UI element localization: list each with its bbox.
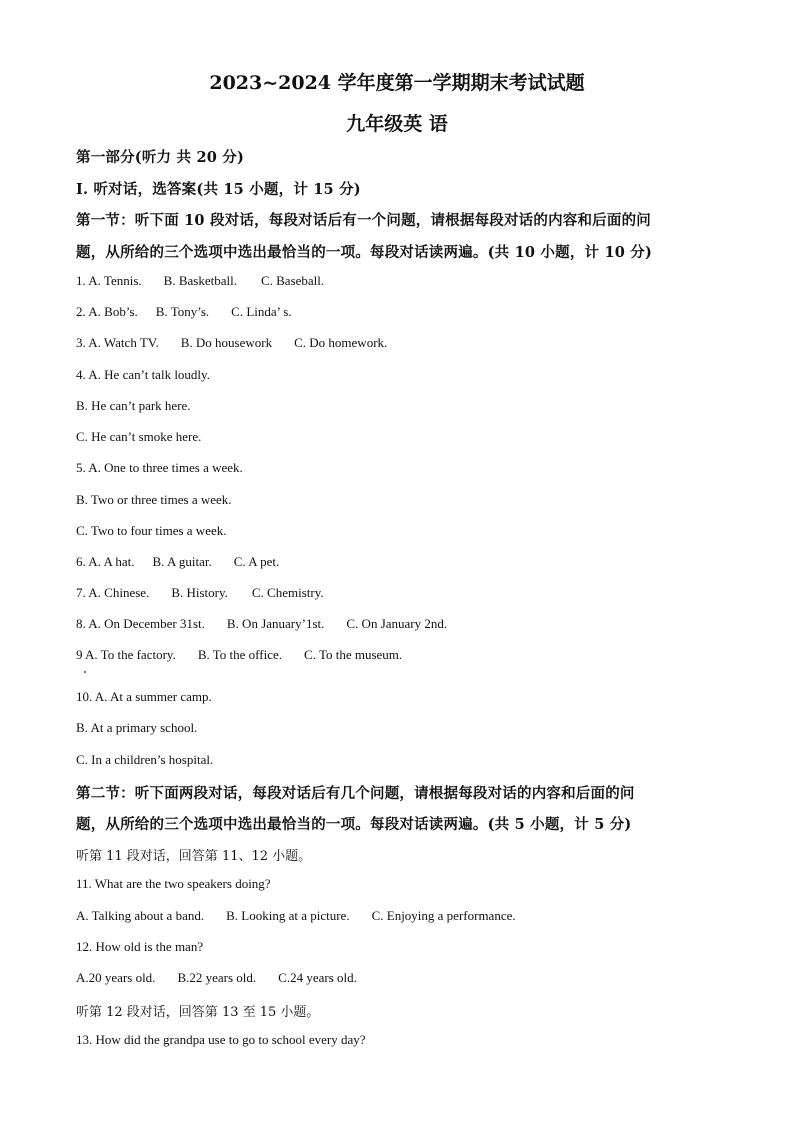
question-13-stem: 13. How did the grandpa use to go to school every day? [76, 1032, 366, 1047]
question-7 [76, 585, 324, 601]
option-b: B. Do housework [180, 335, 273, 350]
question-5-c: C. Two to four times a week. [76, 523, 227, 538]
part-heading: 第一部分(听力 共 20 分) [76, 149, 245, 166]
section1-instruction-line1: 第一节：听下面 10 段对话，每段对话后有一个问题，请根据每段对话的内容和后面的问 [76, 212, 651, 229]
question-3 [76, 335, 387, 351]
option-a: 1. A. Tennis. [76, 273, 142, 288]
option-b: B. Looking at a picture. [226, 908, 350, 923]
question-4-a: 4. A. He can’t talk loudly. [76, 367, 210, 382]
option-c: C. To the museum. [304, 647, 403, 662]
option-c: C. Baseball. [260, 273, 325, 288]
option-a: 7. A. Chinese. [76, 585, 150, 600]
question-6 [76, 554, 279, 570]
question-12 [76, 970, 357, 986]
question-11 [76, 908, 516, 924]
option-c: C. Chemistry. [251, 585, 324, 600]
option-a: 2. A. Bob’s. [76, 304, 138, 319]
question-11-stem: 11. What are the two speakers doing? [76, 876, 271, 891]
option-c: C. Linda’ s. [231, 304, 292, 319]
option-c: C. A pet. [233, 554, 280, 569]
option-c: C. On January 2nd. [346, 616, 448, 631]
option-b: B. Tony’s. [155, 304, 210, 319]
section2-instruction-line1: 第二节：听下面两段对话，每段对话后有几个问题，请根据每段对话的内容和后面的问 [76, 785, 635, 802]
option-a: A.20 years old. [76, 970, 156, 985]
question-5-b: B. Two or three times a week. [76, 492, 232, 507]
option-a: 3. A. Watch TV. [76, 335, 159, 350]
option-b: B.22 years old. [177, 970, 257, 985]
question-10-b: B. At a primary school. [76, 720, 198, 735]
option-b: B. History. [171, 585, 228, 600]
section2-instruction-line2: 题，从所给的三个选项中选出最恰当的一项。每段对话读两遍。(共 5 小题，计 5 分) [76, 816, 632, 833]
question-4-c: C. He can’t smoke here. [76, 429, 202, 444]
exam-title: 2023~2024 学年度第一学期期末考试试题 [209, 72, 585, 94]
option-a: 9 A. To the factory. [76, 647, 176, 662]
question-8 [76, 616, 447, 632]
exam-subject: 九年级英 语 [346, 113, 448, 135]
option-a: A. Talking about a band. [76, 908, 205, 923]
option-c: C.24 years old. [278, 970, 357, 985]
question-2 [76, 304, 292, 320]
question-10-c: C. In a children’s hospital. [76, 752, 214, 767]
scan-dot [84, 671, 86, 673]
option-a: 8. A. On December 31st. [76, 616, 205, 631]
question-10-a: 10. A. At a summer camp. [76, 689, 212, 704]
section1-instruction-line2: 题，从所给的三个选项中选出最恰当的一项。每段对话读两遍。(共 10 小题，计 10 分) [76, 244, 653, 261]
question-4-b: B. He can’t park here. [76, 398, 191, 413]
question-9 [76, 647, 402, 663]
question-1 [76, 273, 324, 289]
dialog-12-note: 听第 12 段对话，回答第 13 至 15 小题。 [76, 1005, 320, 1020]
question-5-a: 5. A. One to three times a week. [76, 460, 243, 475]
option-c: C. Do homework. [294, 335, 388, 350]
option-c: C. Enjoying a performance. [371, 908, 516, 923]
option-b: B. On January’1st. [226, 616, 325, 631]
question-12-stem: 12. How old is the man? [76, 939, 204, 954]
option-a: 6. A. A hat. [76, 554, 135, 569]
option-b: B. Basketball. [163, 273, 237, 288]
option-b: B. To the office. [197, 647, 283, 662]
dialog-11-note: 听第 11 段对话，回答第 11、12 小题。 [76, 849, 312, 864]
section-heading: I. 听对话，选答案(共 15 小题，计 15 分) [76, 181, 361, 198]
option-b: B. A guitar. [152, 554, 212, 569]
